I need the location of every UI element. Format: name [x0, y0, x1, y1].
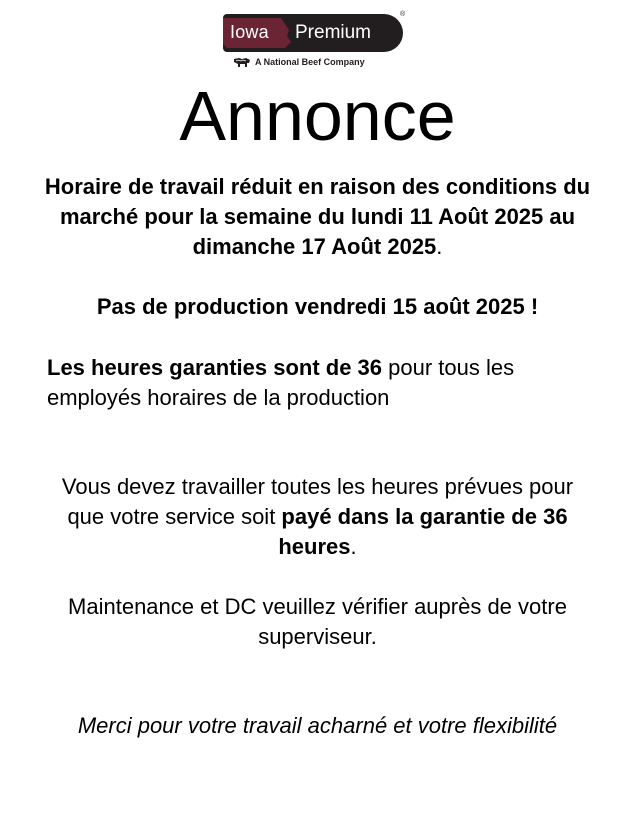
logo-premium-text: Premium [295, 22, 372, 43]
guaranteed-hours-notice [47, 353, 607, 413]
must-work-period: . [350, 534, 357, 559]
thank-you-message: Merci pour votre travail acharné et votre flexibilité [77, 713, 558, 738]
guaranteed-hours-bold: Les heures garanties sont de 36 [47, 355, 383, 380]
logo-tagline-text: A National Beef Company [255, 57, 365, 67]
guaranteed-hours-rest: pour tous les employés horaires de la production [47, 355, 515, 410]
page-title: Annonce [179, 77, 456, 155]
logo-tagline [233, 54, 403, 68]
logo-iowa-text: Iowa [230, 22, 269, 42]
schedule-notice-text: Horaire de travail réduit en raison des conditions du marché pour la semaine du lundi 11 Août 2025 au dimanche 17 Août 2025 [44, 174, 591, 259]
schedule-notice-period: . [436, 234, 443, 259]
registered-mark: ® [400, 11, 406, 18]
must-work-notice [60, 472, 575, 562]
maintenance-notice: Maintenance et DC veuillez vérifier auprès de votre superviseur. [68, 594, 567, 649]
must-work-text: Vous devez travailler toutes les heures prévues pour que votre service soit [61, 474, 574, 529]
cattle-icon [233, 56, 251, 68]
iowa-premium-logo [223, 12, 413, 70]
must-work-bold: payé dans la garantie de 36 heures [278, 504, 568, 559]
no-production-notice: Pas de production vendredi 15 août 2025 ! [96, 294, 539, 319]
schedule-notice [40, 172, 595, 262]
